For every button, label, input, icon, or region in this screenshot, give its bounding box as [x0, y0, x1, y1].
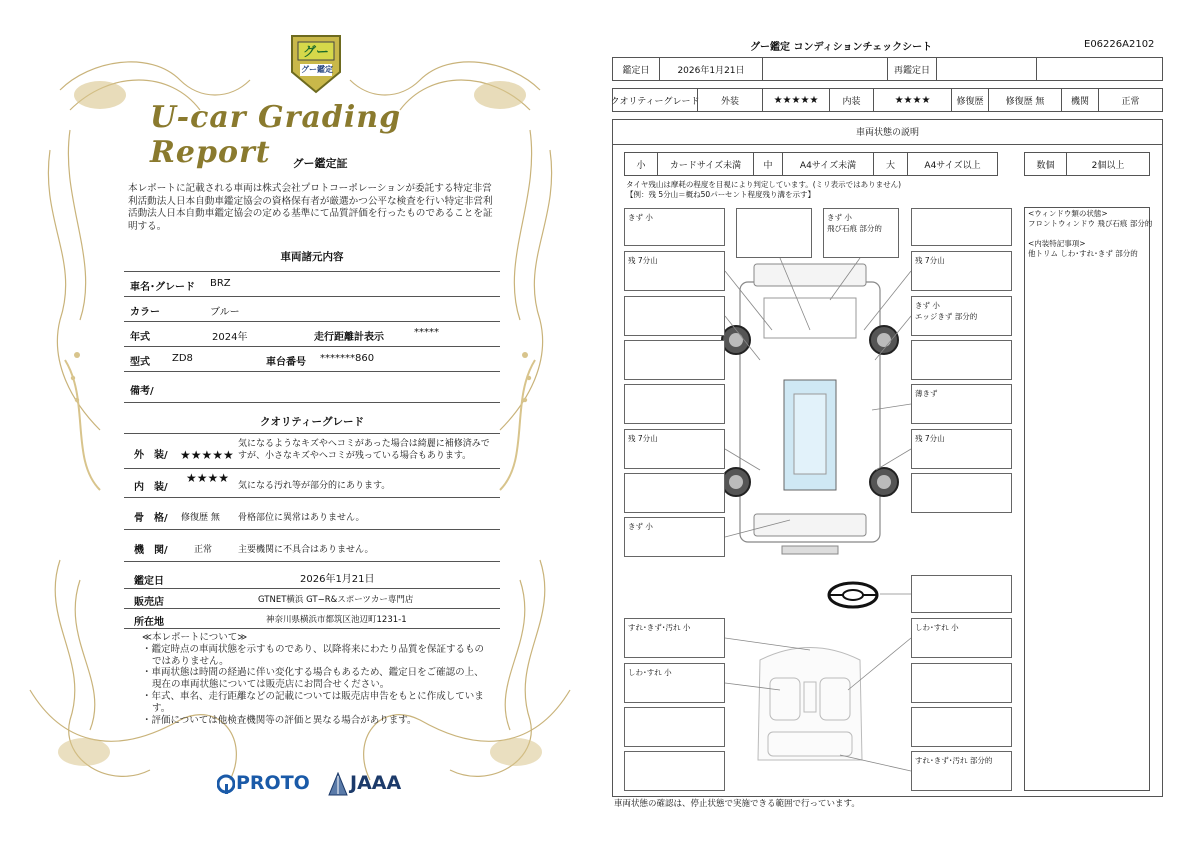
- h-ext-label: 外装: [697, 88, 763, 112]
- spec-year-label: 年式: [130, 332, 150, 343]
- frame-desc: 骨格部位に異常はありません。: [238, 513, 365, 523]
- note-item: ・車両状態は時間の経過に伴い変化する場合もあるため、鑑定日をご確認の上、現在の車両状態については販売店にお問合せください。: [142, 667, 484, 691]
- side-note-line: <内装特記事項>: [1028, 239, 1086, 248]
- cond-box-left-10: しわ･すれ 小: [624, 663, 725, 703]
- report-notes: [142, 632, 492, 726]
- spec-odo-label: 走行距離計表示: [314, 332, 384, 343]
- legend-m-desc: A4サイズ未満: [782, 152, 874, 176]
- proto-logo: PROTO: [236, 772, 310, 794]
- quality-row-interior: [124, 471, 500, 498]
- quality-top-rule: [124, 432, 500, 434]
- h-repair-label: 修復歴: [951, 88, 989, 112]
- engine-label: 機 関/: [134, 545, 168, 556]
- legend-s-label: 小: [624, 152, 658, 176]
- cond-box-right-7: しわ･すれ 小: [911, 618, 1012, 658]
- cond-box-left-8: きず 小: [624, 517, 725, 557]
- h-redate-label: 再鑑定日: [887, 57, 937, 81]
- cond-box-left-6: 残 7分山: [624, 429, 725, 469]
- cond-box-right-5: 残 7分山: [911, 429, 1012, 469]
- section-title: 車両状態の説明: [612, 119, 1163, 145]
- certificate-title: グー鑑定証: [292, 157, 348, 170]
- spec-row-name: [124, 274, 500, 297]
- legend-count-label: 数個: [1024, 152, 1067, 176]
- h-ext-stars: ★★★★★: [762, 88, 830, 112]
- h-int-stars: ★★★★: [873, 88, 952, 112]
- specs-top-rule: [124, 270, 500, 272]
- quality-heading: クオリティーグレード: [260, 416, 364, 428]
- svg-text:グー: グー: [302, 45, 330, 60]
- legend-l-label: 大: [873, 152, 908, 176]
- engine-desc: 主要機関に不具合はありません。: [238, 545, 374, 555]
- interior-desc: 気になる汚れ等が部分的にあります。: [238, 481, 391, 491]
- condition-check-sheet: [600, 0, 1200, 848]
- spec-model-value: ZD8: [172, 353, 193, 364]
- meta-row-date: [124, 566, 500, 589]
- spec-name-value: BRZ: [210, 278, 231, 289]
- meta-address-label: 所在地: [134, 617, 164, 628]
- interior-label: 内 装/: [134, 482, 168, 493]
- spec-color-label: カラー: [130, 307, 160, 318]
- meta-dealer-value: GTNET横浜 GT−R&スポーツカー専門店: [258, 595, 414, 605]
- cond-box-top-2: きず 小 飛び石痕 部分的: [823, 208, 899, 258]
- tyre-note-line-1: タイヤ残山は摩耗の程度を目視により判定しています。(ミリ表示ではありません): [626, 180, 902, 189]
- spec-model-label: 型式: [130, 357, 150, 368]
- report-script-title: U-car Grading Report: [150, 100, 402, 170]
- meta-date-label: 鑑定日: [134, 576, 164, 587]
- meta-address-value: 神奈川県横浜市都筑区池辺町1231-1: [266, 615, 407, 625]
- cond-box-right-2: きず 小 エッジきず 部分的: [911, 296, 1012, 336]
- legend-l-desc: A4サイズ以上: [907, 152, 998, 176]
- cond-box-right-10: すれ･きず･汚れ 部分的: [911, 751, 1012, 791]
- spec-remarks-label: 備考/: [130, 386, 154, 397]
- h-repair-value: 修復歴 無: [988, 88, 1062, 112]
- h-date-value: 2026年1月21日: [659, 57, 763, 81]
- note-item: ・鑑定時点の車両状態を示すものであり、以降将来にわたり品質を保証するものではありません。: [142, 643, 485, 667]
- jaaa-logo-icon: [328, 772, 348, 796]
- h-engine-value: 正常: [1098, 88, 1163, 112]
- quality-row-engine: [124, 533, 500, 562]
- jaaa-logo: JAAA: [350, 772, 402, 794]
- legend-count-desc: 2個以上: [1066, 152, 1150, 176]
- spec-chassis-label: 車台番号: [266, 357, 306, 368]
- engine-value: 正常: [194, 545, 213, 555]
- meta-date-value: 2026年1月21日: [300, 574, 375, 585]
- footer-note: 車両状態の確認は、停止状態で実施できる範囲で行っています。: [614, 799, 860, 809]
- exterior-desc: 気になるようなキズやヘコミがあった場合は綺麗に補修済みですが、小さなキズやヘコミが残っている場合もあります。: [238, 439, 490, 461]
- h-grade-label: クオリティーグレード: [612, 88, 698, 112]
- interior-stars: ★★★★: [186, 471, 230, 485]
- notes-title: ≪本レポートについて≫: [142, 632, 248, 643]
- frame-value: 修復歴 無: [181, 513, 220, 523]
- spec-row-remarks: [124, 374, 500, 403]
- note-item: ・年式、車名、走行距離などの記載については販売店申告をもとに作成しています。: [142, 690, 484, 714]
- legend-m-label: 中: [753, 152, 783, 176]
- quality-row-frame: [124, 501, 500, 530]
- spec-row-model: [124, 349, 500, 372]
- spec-color-value: ブルー: [210, 307, 240, 318]
- exterior-stars: ★★★★★: [180, 448, 234, 462]
- spec-chassis-value: *******860: [320, 353, 375, 364]
- spec-row-color: [124, 299, 500, 322]
- spec-name-label: 車名･グレード: [130, 282, 195, 293]
- legend-s-desc: カードサイズ未満: [657, 152, 754, 176]
- cond-box-right-4: 薄きず: [911, 384, 1012, 424]
- h-date-label: 鑑定日: [612, 57, 660, 81]
- meta-row-address: [124, 610, 500, 629]
- note-item: ・評価については他検査機関等の評価と異なる場合があります。: [142, 714, 417, 726]
- tyre-note-line-2: 【例：残 5分山＝概ね50パーセント程度残り溝を示す】: [626, 190, 816, 199]
- proto-logo-icon: [217, 774, 235, 794]
- side-note-line: <ウィンドウ類の状態>: [1028, 209, 1108, 218]
- leader-lines: [600, 0, 1200, 848]
- quality-row-exterior: [124, 436, 500, 469]
- h-engine-label: 機関: [1061, 88, 1099, 112]
- spec-row-year: [124, 324, 500, 347]
- document-id: E06226A2102: [1084, 39, 1155, 50]
- badge-label: グー鑑定: [301, 65, 333, 74]
- cond-box-right-1: 残 7分山: [911, 251, 1012, 291]
- cond-box-left-1: きず 小: [624, 208, 725, 246]
- frame-label: 骨 格/: [134, 513, 168, 524]
- side-note-line: 他トリム しわ･すれ･きず 部分的: [1028, 249, 1138, 258]
- specs-heading: 車両諸元内容: [280, 251, 344, 263]
- cond-box-left-2: 残 7分山: [624, 251, 725, 291]
- meta-row-dealer: [124, 590, 500, 609]
- h-int-label: 内装: [829, 88, 874, 112]
- meta-dealer-label: 販売店: [134, 597, 164, 608]
- sheet-title: グー鑑定 コンディションチェックシート: [750, 42, 933, 53]
- cond-box-left-9: すれ･きず･汚れ 小: [624, 618, 725, 658]
- spec-year-value: 2024年: [212, 332, 248, 343]
- exterior-label: 外 装/: [134, 450, 168, 461]
- certificate-text: 本レポートに記載される車両は株式会社プロトコーポレーションが委託する特定非営利活動法人日本自動車鑑定協会の資格保有者が厳選かつ公平な検査を行い特定非営利活動法人日本自動車鑑定協会の定める基準にて品質評価を行ったものであることを証明する。: [128, 183, 493, 232]
- side-note-line: フロントウィンドウ 飛び石痕 部分的: [1028, 219, 1153, 228]
- spec-odo-value: *****: [414, 327, 439, 338]
